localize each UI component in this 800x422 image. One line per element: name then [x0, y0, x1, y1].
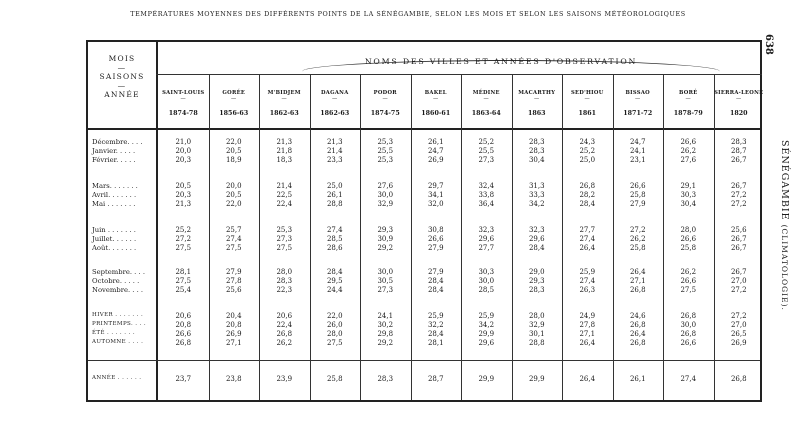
table-cell: 25,3 — [276, 226, 293, 234]
city-years: 1874-75 — [370, 110, 400, 117]
table-cell: 22,0 — [225, 138, 242, 146]
table-cell: 34,2 — [478, 321, 495, 329]
city-dash: — — [483, 96, 489, 102]
city-name — [562, 90, 613, 102]
table-cell: 28,4 — [427, 277, 444, 285]
city-name — [209, 90, 260, 102]
city-name-text: MÉDINE — [472, 90, 500, 96]
table-cell: 25,9 — [427, 312, 444, 320]
table-cell: 27,2 — [730, 191, 747, 199]
row-label: Février. . . . . — [92, 156, 136, 164]
table-cell: 24,7 — [629, 138, 646, 146]
table-cell: 29,9 — [528, 375, 545, 383]
city-name — [259, 90, 310, 102]
table-cell: 26,6 — [175, 330, 192, 338]
table-cell: 23,7 — [175, 375, 192, 383]
city-years: 1878-79 — [673, 110, 703, 117]
table-cell: 28,3 — [528, 286, 545, 294]
row-label: PRINTEMPS. . . . — [92, 321, 147, 327]
table-cell: 25,8 — [629, 244, 646, 252]
row-header-dash: — — [117, 63, 127, 72]
table-cell: 34,1 — [427, 191, 444, 199]
table-cell: 27,6 — [680, 156, 697, 164]
table-cell: 26,4 — [579, 339, 596, 347]
row-label: Janvier. . . . . — [92, 147, 136, 155]
table-cell: 20,6 — [276, 312, 293, 320]
city-name — [512, 90, 563, 102]
table-cell: 30,0 — [680, 321, 697, 329]
table-cell: 21,3 — [276, 138, 293, 146]
table-cell: 28,7 — [427, 375, 444, 383]
table-cell: 27,4 — [326, 226, 343, 234]
table-cell: 28,7 — [730, 147, 747, 155]
page-number: 638 — [763, 34, 774, 55]
table-cell: 27,5 — [175, 277, 192, 285]
table-cell: 26,8 — [579, 182, 596, 190]
table-cell: 27,1 — [579, 330, 596, 338]
side-title — [779, 140, 790, 311]
table-cell: 22,0 — [225, 200, 242, 208]
table-cell: 28,1 — [175, 268, 192, 276]
table-cell: 26,4 — [579, 244, 596, 252]
table-cell: 27,7 — [478, 244, 495, 252]
table-cell: 26,5 — [730, 330, 747, 338]
table-cell: 28,6 — [326, 244, 343, 252]
table-cell: 25,0 — [326, 182, 343, 190]
table-cell: 27,3 — [377, 286, 394, 294]
side-title-subtitle: (CLIMATOLOGIE). — [780, 224, 789, 311]
table-cell: 25,8 — [629, 191, 646, 199]
table-cell: 26,2 — [629, 235, 646, 243]
city-name-text: BISSAO — [625, 90, 651, 96]
table-cell: 29,7 — [427, 182, 444, 190]
table-cell: 20,3 — [175, 156, 192, 164]
table-cell: 22,4 — [276, 200, 293, 208]
table-cell: 29,1 — [680, 182, 697, 190]
columns-header: NOMS DES VILLES ET ANNÉES D'OBSERVATION — [364, 57, 638, 66]
table-cell: 26,6 — [680, 339, 697, 347]
table-cell: 26,8 — [680, 312, 697, 320]
table-cell: 24,1 — [377, 312, 394, 320]
table-cell: 30,1 — [528, 330, 545, 338]
table-cell: 29,6 — [528, 235, 545, 243]
table-cell: 24,7 — [427, 147, 444, 155]
table-cell: 26,6 — [680, 235, 697, 243]
side-title-main: SÉNÉGAMBIE — [779, 140, 790, 221]
city-dash: — — [685, 96, 691, 102]
city-years: 1874-78 — [168, 110, 198, 117]
table-cell: 26,4 — [579, 375, 596, 383]
table-cell: 25,9 — [478, 312, 495, 320]
row-label: Mai . . . . . . . — [92, 200, 136, 208]
city-name-text: SED'HIOU — [570, 90, 604, 96]
city-name — [613, 90, 664, 102]
table-cell: 27,4 — [579, 277, 596, 285]
row-label: Avril. . . . . . . — [92, 191, 137, 199]
table-cell: 25,5 — [478, 147, 495, 155]
table-cell: 25,6 — [225, 286, 242, 294]
city-name-text: SAINT-LOUIS — [162, 90, 205, 96]
table-cell: 20,4 — [225, 312, 242, 320]
table-cell: 26,7 — [730, 182, 747, 190]
city-dash: — — [433, 96, 439, 102]
table-cell: 21,4 — [326, 147, 343, 155]
city-name-text: MACARTHY — [518, 90, 556, 96]
table-cell: 27,2 — [730, 312, 747, 320]
city-dash: — — [736, 96, 742, 102]
table-cell: 26,0 — [326, 321, 343, 329]
table-cell: 20,8 — [225, 321, 242, 329]
table-cell: 22,0 — [326, 312, 343, 320]
city-dash: — — [635, 96, 641, 102]
table-cell: 27,9 — [225, 268, 242, 276]
table-cell: 25,9 — [579, 268, 596, 276]
table-cell: 26,8 — [629, 321, 646, 329]
table-cell: 26,8 — [276, 330, 293, 338]
table-cell: 27,9 — [427, 268, 444, 276]
table-cell: 28,5 — [326, 235, 343, 243]
table-cell: 23,9 — [276, 375, 293, 383]
table-cell: 25,8 — [326, 375, 343, 383]
table-cell: 20,5 — [225, 191, 242, 199]
table-cell: 27,2 — [730, 286, 747, 294]
row-label: AUTOMNE . . . . — [92, 339, 144, 345]
city-name-text: SIERRA-LEONE — [714, 90, 764, 96]
city-years: 1820 — [729, 110, 748, 117]
city-name — [714, 90, 765, 102]
table-cell: 27,5 — [680, 286, 697, 294]
table-cell: 30,2 — [377, 321, 394, 329]
row-header-saisons: SAISONS — [99, 72, 145, 81]
table-cell: 27,9 — [629, 200, 646, 208]
table-cell: 27,2 — [730, 200, 747, 208]
table-cell: 24,1 — [629, 147, 646, 155]
table-cell: 20,3 — [175, 191, 192, 199]
table-cell: 20,5 — [225, 147, 242, 155]
table-cell: 30,0 — [478, 277, 495, 285]
city-years: 1863 — [527, 110, 546, 117]
row-header-dash: — — [117, 81, 127, 90]
table-cell: 25,3 — [377, 156, 394, 164]
city-dash: — — [332, 96, 338, 102]
table-cell: 29,8 — [377, 330, 394, 338]
table-cell: 26,8 — [175, 339, 192, 347]
table-cell: 27,4 — [680, 375, 697, 383]
table-cell: 30,9 — [377, 235, 394, 243]
table-cell: 32,2 — [427, 321, 444, 329]
table-cell: 21,4 — [276, 182, 293, 190]
city-name — [663, 90, 714, 102]
table-cell: 26,7 — [730, 235, 747, 243]
table-cell: 27,2 — [629, 226, 646, 234]
table-cell: 22,5 — [276, 191, 293, 199]
table-cell: 26,3 — [579, 286, 596, 294]
city-name-text: GORÉE — [222, 90, 246, 96]
table-cell: 26,2 — [276, 339, 293, 347]
table-cell: 27,1 — [225, 339, 242, 347]
row-label: Décembre. . . . — [92, 138, 143, 146]
table-cell: 25,5 — [377, 147, 394, 155]
city-name — [411, 90, 462, 102]
table-cell: 20,0 — [175, 147, 192, 155]
table-cell: 27,3 — [478, 156, 495, 164]
city-name-text: PODOR — [373, 90, 397, 96]
city-name — [158, 90, 209, 102]
table-cell: 26,8 — [629, 286, 646, 294]
city-years: 1863-64 — [471, 110, 501, 117]
table-cell: 27,4 — [579, 235, 596, 243]
table-cell: 25,4 — [175, 286, 192, 294]
table-cell: 27,1 — [629, 277, 646, 285]
table-cell: 24,6 — [629, 312, 646, 320]
table-cell: 26,6 — [427, 235, 444, 243]
table-cell: 30,3 — [478, 268, 495, 276]
city-dash: — — [231, 96, 237, 102]
table-cell: 28,5 — [478, 286, 495, 294]
table-cell: 25,2 — [478, 138, 495, 146]
table-cell: 20,8 — [175, 321, 192, 329]
table-cell: 22,3 — [276, 286, 293, 294]
table-cell: 26,7 — [730, 268, 747, 276]
table-cell: 33,8 — [478, 191, 495, 199]
table-cell: 24,9 — [579, 312, 596, 320]
table-cell: 26,9 — [730, 339, 747, 347]
table-cell: 26,2 — [680, 147, 697, 155]
table-cell: 27,2 — [175, 235, 192, 243]
city-years: 1862-63 — [320, 110, 350, 117]
table-cell: 21,3 — [326, 138, 343, 146]
table-cell: 25,3 — [377, 138, 394, 146]
row-label: ÉTÉ . . . . . . . — [92, 330, 135, 336]
table-cell: 21,8 — [276, 147, 293, 155]
table-cell: 28,8 — [528, 339, 545, 347]
city-years: 1862-63 — [269, 110, 299, 117]
city-years: 1860-61 — [421, 110, 451, 117]
city-name-text: M'BIDJEM — [267, 90, 301, 96]
table-cell: 28,4 — [427, 330, 444, 338]
table-cell: 30,5 — [377, 277, 394, 285]
row-label: Juin . . . . . . . — [92, 226, 136, 234]
table-cell: 29,5 — [326, 277, 343, 285]
table-cell: 28,1 — [427, 339, 444, 347]
table-cell: 25,7 — [225, 226, 242, 234]
table-cell: 26,9 — [427, 156, 444, 164]
table-cell: 28,0 — [528, 312, 545, 320]
table-cell: 20,5 — [175, 182, 192, 190]
table-cell: 30,4 — [680, 200, 697, 208]
table-cell: 24,4 — [326, 286, 343, 294]
table-cell: 28,4 — [528, 244, 545, 252]
table-cell: 32,9 — [377, 200, 394, 208]
table-cell: 25,6 — [730, 226, 747, 234]
table-cell: 29,9 — [478, 375, 495, 383]
table-cell: 26,6 — [680, 277, 697, 285]
table-cell: 20,0 — [225, 182, 242, 190]
table-cell: 30,0 — [377, 191, 394, 199]
table-cell: 29,2 — [377, 339, 394, 347]
row-header-annee: ANNÉE — [104, 90, 140, 99]
table-cell: 27,5 — [276, 244, 293, 252]
row-label: Août. . . . . . . — [92, 244, 137, 252]
table-cell: 27,0 — [730, 277, 747, 285]
table-cell: 29,3 — [528, 277, 545, 285]
table-cell: 27,6 — [377, 182, 394, 190]
table-cell: 21,3 — [175, 200, 192, 208]
city-dash: — — [584, 96, 590, 102]
page-title: TEMPÉRATURES MOYENNES DES DIFFÉRENTS POINTS DE LA SÉNÉGAMBIE, SELON LES MOIS ET SELON LES SAISONS MÉTÉOROLOGIQUES — [130, 10, 686, 18]
row-label: Novembre. . . . — [92, 286, 144, 294]
table-cell: 28,0 — [680, 226, 697, 234]
table-cell: 36,4 — [478, 200, 495, 208]
city-name-text: BAKEL — [424, 90, 447, 96]
table-cell: 28,3 — [276, 277, 293, 285]
table-cell: 26,6 — [629, 182, 646, 190]
table-cell: 27,0 — [730, 321, 747, 329]
city-dash: — — [281, 96, 287, 102]
city-dash: — — [180, 96, 186, 102]
table-cell: 25,0 — [579, 156, 596, 164]
city-dash: — — [534, 96, 540, 102]
table-cell: 18,9 — [225, 156, 242, 164]
table-cell: 26,7 — [730, 244, 747, 252]
table-cell: 28,3 — [377, 375, 394, 383]
city-years: 1861 — [578, 110, 597, 117]
city-years: 1871-72 — [623, 110, 653, 117]
table-cell: 28,4 — [326, 268, 343, 276]
table-cell: 27,5 — [225, 244, 242, 252]
city-name — [461, 90, 512, 102]
table-cell: 18,3 — [276, 156, 293, 164]
row-label: Octobre. . . . . — [92, 277, 140, 285]
table-cell: 27,4 — [225, 235, 242, 243]
table-cell: 26,8 — [629, 339, 646, 347]
table-cell: 32,3 — [528, 226, 545, 234]
table-cell: 27,9 — [427, 244, 444, 252]
table-cell: 28,0 — [326, 330, 343, 338]
table-cell: 24,3 — [579, 138, 596, 146]
city-name — [360, 90, 411, 102]
table-cell: 25,8 — [680, 244, 697, 252]
table-cell: 29,6 — [478, 339, 495, 347]
table-cell: 26,7 — [730, 156, 747, 164]
row-label: Juillet. . . . . . — [92, 235, 137, 243]
city-years: 1856-63 — [219, 110, 249, 117]
header-bottom-rule — [88, 128, 760, 130]
table-cell: 26,6 — [680, 138, 697, 146]
table-cell: 29,0 — [528, 268, 545, 276]
annual-divider — [88, 360, 760, 361]
city-name-text: BORÉ — [679, 90, 698, 96]
table-cell: 25,2 — [175, 226, 192, 234]
table-cell: 28,0 — [276, 268, 293, 276]
table-cell: 26,4 — [629, 268, 646, 276]
table-cell: 27,7 — [579, 226, 596, 234]
table-cell: 26,2 — [680, 268, 697, 276]
table-cell: 29,9 — [478, 330, 495, 338]
table-cell: 27,8 — [579, 321, 596, 329]
row-label: HIVER . . . . . . . — [92, 312, 144, 318]
table-cell: 27,8 — [225, 277, 242, 285]
table-cell: 32,4 — [478, 182, 495, 190]
table-cell: 28,4 — [579, 200, 596, 208]
row-label: ANNÉE . . . . . . — [92, 375, 142, 381]
city-name-text: DAGANA — [320, 90, 349, 96]
row-header-mois: MOIS — [108, 54, 136, 63]
table-cell: 22,4 — [276, 321, 293, 329]
table-cell: 26,4 — [629, 330, 646, 338]
table-cell: 33,3 — [528, 191, 545, 199]
table-cell: 32,0 — [427, 200, 444, 208]
table-cell: 23,3 — [326, 156, 343, 164]
table-cell: 28,3 — [528, 138, 545, 146]
table-cell: 34,2 — [528, 200, 545, 208]
city-dash: — — [382, 96, 388, 102]
table-cell: 26,1 — [629, 375, 646, 383]
table-cell: 32,9 — [528, 321, 545, 329]
table-cell: 28,2 — [579, 191, 596, 199]
table-cell: 28,3 — [730, 138, 747, 146]
table-cell: 23,8 — [225, 375, 242, 383]
table-cell: 32,3 — [478, 226, 495, 234]
row-header — [88, 54, 156, 99]
table-cell: 21,0 — [175, 138, 192, 146]
table-cell: 28,3 — [528, 147, 545, 155]
table-cell: 27,3 — [276, 235, 293, 243]
table-cell: 27,5 — [326, 339, 343, 347]
table-cell: 27,5 — [175, 244, 192, 252]
table-cell: 30,3 — [680, 191, 697, 199]
row-label: Septembre. . . . — [92, 268, 145, 276]
table-cell: 29,3 — [377, 226, 394, 234]
table-cell: 23,1 — [629, 156, 646, 164]
table-cell: 26,1 — [427, 138, 444, 146]
city-name — [310, 90, 361, 102]
table-cell: 30,8 — [427, 226, 444, 234]
table-cell: 30,4 — [528, 156, 545, 164]
table-cell: 20,6 — [175, 312, 192, 320]
table-cell: 31,3 — [528, 182, 545, 190]
table-cell: 28,8 — [326, 200, 343, 208]
table-cell: 26,8 — [680, 330, 697, 338]
table-cell: 26,9 — [225, 330, 242, 338]
row-label: Mars. . . . . . . — [92, 182, 138, 190]
temperature-table — [86, 40, 762, 402]
table-cell: 26,1 — [326, 191, 343, 199]
table-cell: 29,2 — [377, 244, 394, 252]
table-cell: 28,4 — [427, 286, 444, 294]
table-cell: 25,2 — [579, 147, 596, 155]
table-cell: 26,8 — [730, 375, 747, 383]
table-cell: 30,0 — [377, 268, 394, 276]
table-cell: 29,6 — [478, 235, 495, 243]
